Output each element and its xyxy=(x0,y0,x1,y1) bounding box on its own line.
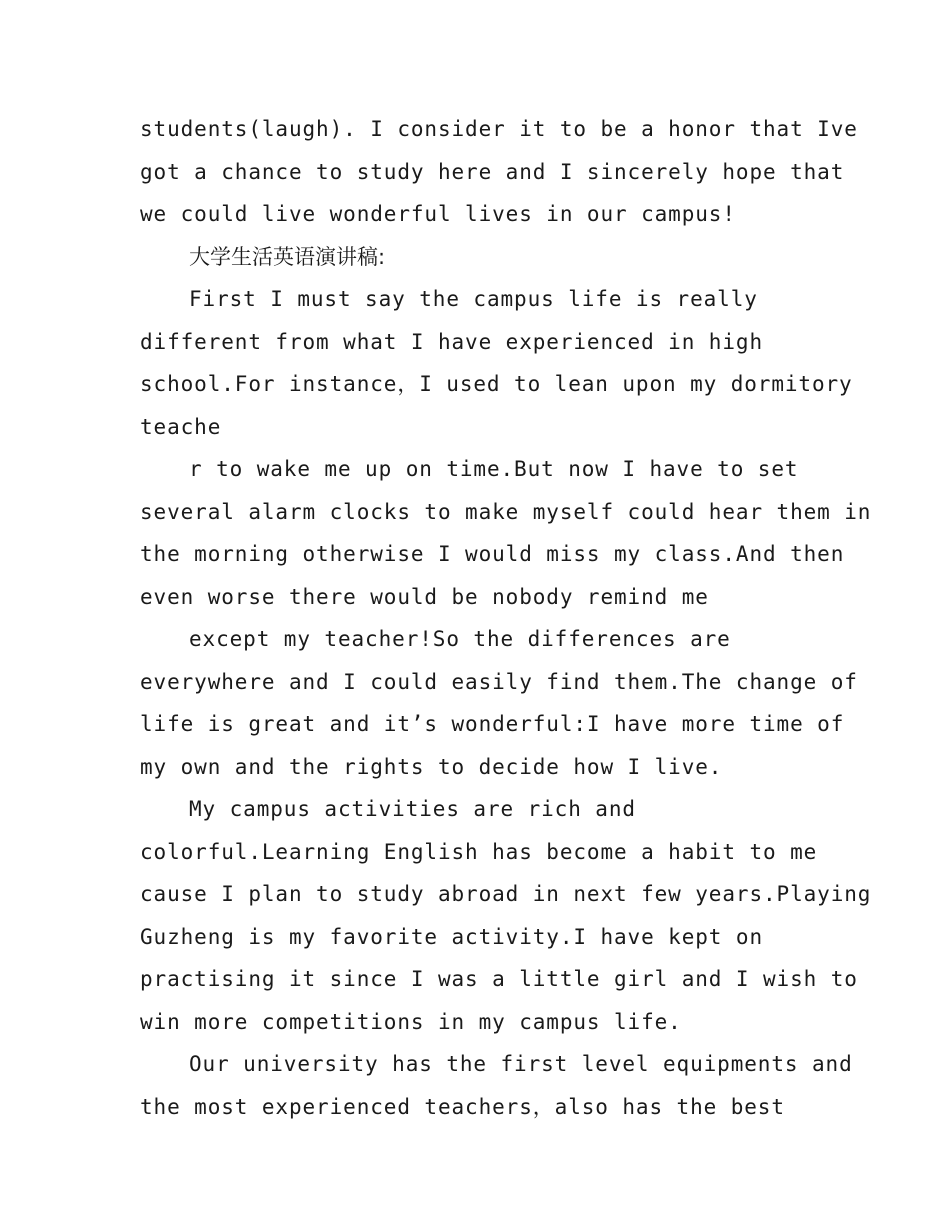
section-heading: 大学生活英语演讲稿: xyxy=(189,244,386,269)
text-line: teache xyxy=(140,414,222,439)
text-line: we could live wonderful lives in our campus! xyxy=(140,202,736,226)
text-line: got a chance to study here and I sincerely hope that xyxy=(140,159,845,184)
text-line: Our university has the first level equipments and xyxy=(189,1052,853,1076)
text-line: except my teacher!So the differences are xyxy=(189,627,731,651)
text-line: several alarm clocks to make myself could hear them in xyxy=(140,499,872,524)
text-line: school.For instance，I used to lean upon my dormitory xyxy=(140,372,853,396)
text-line: even worse there would be nobody remind me xyxy=(140,584,709,609)
text-line: the most experienced teachers，also has the best xyxy=(140,1094,785,1119)
text-line: First I must say the campus life is really xyxy=(189,287,758,311)
text-line: practising it since I was a little girl and I wish to xyxy=(140,967,858,991)
text-line: the morning otherwise I would miss my class.And then xyxy=(140,542,845,566)
text-line: different from what I have experienced in high xyxy=(140,329,763,354)
text-line: Guzheng is my favorite activity.I have kept on xyxy=(140,924,763,949)
text-line: everywhere and I could easily find them.The change of xyxy=(140,669,858,694)
text-line: my own and the rights to decide how I live. xyxy=(140,754,723,779)
document-body xyxy=(140,108,872,1128)
text-line: win more competitions in my campus life. xyxy=(140,1009,682,1034)
text-line: students(laugh). I consider it to be a honor that Ive xyxy=(140,117,858,141)
text-line: life is great and it’s wonderful:I have more time of xyxy=(140,712,845,736)
text-line: r to wake me up on time.But now I have to set xyxy=(189,457,799,481)
text-line: colorful.Learning English has become a habit to me xyxy=(140,839,818,864)
text-line: My campus activities are rich and xyxy=(189,797,636,821)
text-line: cause I plan to study abroad in next few years.Playing xyxy=(140,882,872,906)
